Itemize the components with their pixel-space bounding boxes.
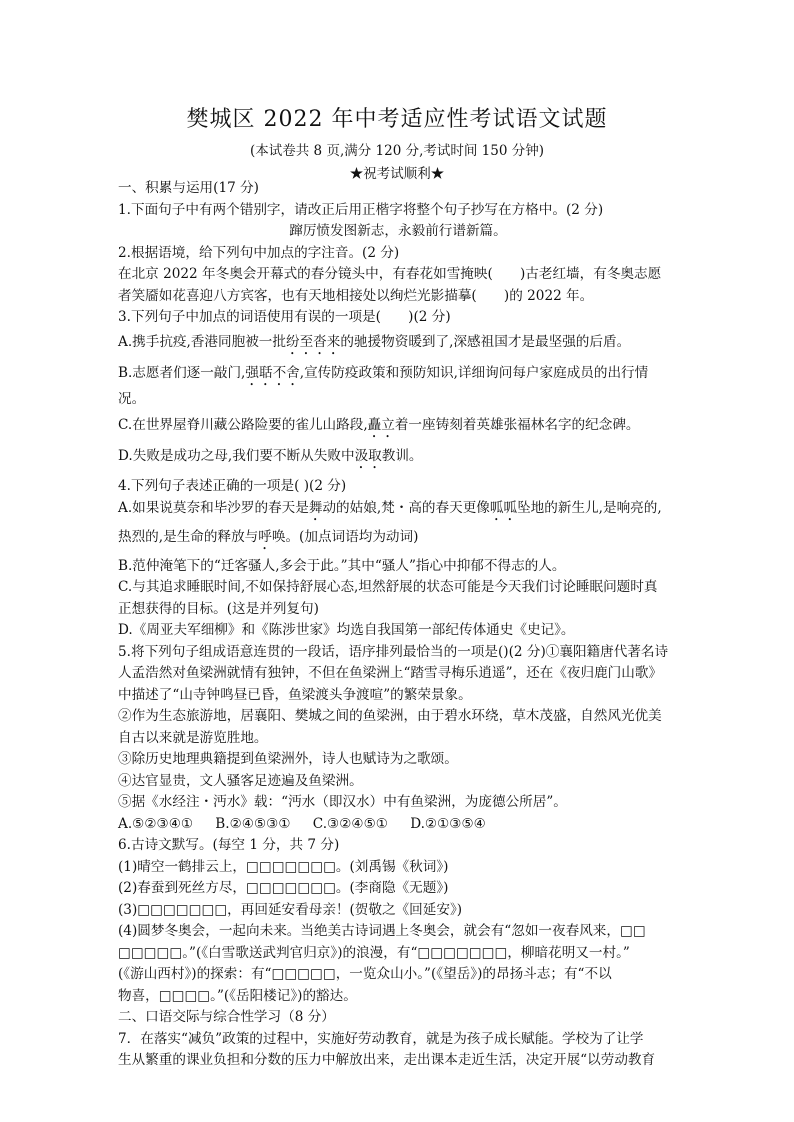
q4-option-d: D.《周亚夫军细柳》和《陈涉世家》均选自我国第一部纪传体通史《史记》。 [118, 622, 575, 638]
q6-line: (3)□□□□□□□，再回延安看母亲！(贺敬之《回延安》) [118, 901, 463, 918]
q4-option-b: B.范仲淹笔下的“迁客骚人,多会于此。”其中“骚人”指心中抑郁不得志的人。 [118, 557, 566, 574]
dotted-word: 强聒不舍 [245, 364, 300, 381]
q3-option-b-cont: 况。 [118, 390, 146, 407]
exam-subtitle: (本试卷共 8 页,满分 120 分,考试时间 150 分钟) [250, 143, 544, 159]
q5-line: ④达官显贵，文人骚客足迹遍及鱼梁洲。 [118, 772, 363, 789]
good-luck-line: ★祝考试顺利★ [349, 166, 445, 182]
question-3: 3.下列句子中加点的词语使用有误的一项是( )(2 分) [118, 309, 451, 325]
dotted-word: 纷至沓来 [286, 333, 341, 350]
question-4: 4.下列句子表述正确的一项是( )(2 分) [118, 478, 347, 494]
section-heading: 一、积累与运用(17 分) [118, 180, 259, 196]
q2-line: 者笑靥如花喜迎八方宾客，也有天地相接处以绚烂光影描摹( )的 2022 年。 [118, 287, 594, 304]
q5-options: A.⑤②③④① B.②④⑤③① C.③②④⑤① D.②①③⑤④ [118, 815, 486, 832]
dotted-word: 呼 [258, 528, 272, 545]
q3-option-b: B.志愿者们逐一敲门,强聒不舍,宣传防疫政策和预防知识,详细询问每户家庭成员的出行情 [118, 364, 649, 381]
question-1: 1.下面句子中有两个错别字，请改正后用正楷字将整个句子抄写在方格中。(2 分) [118, 201, 604, 218]
q6-line: □□□□□。”(《白雪歌送武判官归京》)的浪漫，有“□□□□□□□，柳暗花明又一村。” [118, 944, 630, 961]
q6-line: (4)圆梦冬奥会，一起向未来。当绝美古诗词遇上冬奥会，就会有“忽如一夜春风来，□□ [118, 923, 646, 939]
q5-line: 人孟浩然对鱼梁洲就情有独钟，不但在鱼梁洲上“踏雪寻梅乐逍遥”，还在《夜归鹿门山歌》 [118, 665, 663, 681]
q5-line: 中描述了“山寺钟鸣昼已昏，鱼梁渡头争渡喧”的繁荣景象。 [118, 686, 472, 703]
q3-option-a: A.携手抗疫,香港同胞被一批纷至沓来的驰援物资暖到了,深感祖国才是最坚强的后盾。 [118, 333, 631, 350]
q1-sentence: 蹿厉愤发图新志，永毅前行谱新篇。 [289, 223, 507, 239]
question-6: 6.古诗文默写。(每空 1 分，共 7 分) [118, 837, 340, 853]
q6-line: 物喜，□□□□。”(《岳阳楼记》)的豁达。 [118, 987, 357, 1004]
q6-line: (1)晴空一鹤排云上，□□□□□□□。(刘禹锡《秋词》) [118, 858, 449, 875]
q4-option-c-cont: 正想获得的目标。(这是并列复句) [118, 600, 319, 617]
section-heading: 二、口语交际与综合性学习（8 分） [118, 1009, 335, 1025]
exam-title: 樊城区 2022 年中考适应性考试语文试题 [186, 107, 608, 132]
question-7: 7．在落实“减负”政策的过程中，实施好劳动教育，就是为孩子成长赋能。学校为了让学 [118, 1030, 644, 1047]
q7-line: 生从繁重的课业负担和分数的压力中解放出来，走出课本走近生活，决定开展“以劳动教育 [118, 1052, 656, 1068]
dotted-word: 舞 [308, 499, 323, 516]
q4-option-a-cont: 热烈的,是生命的释放与呼唤。(加点词语均为动词) [118, 528, 419, 545]
q3-option-d: D.失败是成功之母,我们要不断从失败中汲取教训。 [118, 448, 423, 464]
q5-line: ③除历史地理典籍提到鱼梁洲外，诗人也赋诗为之歌颂。 [118, 751, 458, 767]
q5-line: ⑤据《水经注・沔水》载：“沔水（即汉水）中有鱼梁洲，为庞德公所居”。 [118, 794, 567, 810]
exam-content [118, 178, 678, 1072]
dotted-word: 矗立 [367, 417, 395, 433]
q6-line: (《游山西村》)的探索：有“□□□□□，一览众山小。”(《望岳》)的昂扬斗志；有“不以 [118, 966, 612, 982]
q5-line: 自古以来就是游览胜地。 [118, 729, 268, 746]
q3-option-c: C.在世界屋脊川藏公路险要的雀儿山路段,矗立着一座铸刻着英雄张福林名字的纪念碑。 [118, 417, 640, 433]
question-2: 2.根据语境，给下列句中加点的字注音。(2 分) [118, 244, 400, 261]
q4-option-a: A.如果说莫奈和毕沙罗的春天是舞动的姑娘,梵・高的春天更像呱呱坠地的新生儿,是响亮的, [118, 499, 662, 516]
q5-line: ②作为生态旅游地，居襄阳、樊城之间的鱼梁洲，由于碧水环绕，草木茂盛，自然风光优美 [118, 708, 662, 724]
question-5: 5.将下列句子组成语意连贯的一段话，语序排列最恰当的一项是()(2 分)①襄阳籍唐代著名诗 [118, 643, 669, 660]
q6-line: (2)春蚕到死丝方尽，□□□□□□□。(李商隐《无题》) [118, 880, 449, 896]
q4-option-c: C.与其追求睡眠时间,不如保持舒展心态,坦然舒展的状态可能是今天我们讨论睡眠问题时真 [118, 579, 658, 595]
dotted-word: 汲取 [354, 448, 382, 464]
q2-line: 在北京 2022 年冬奥会开幕式的春分镜头中，有春花如雪掩映( )古老红墙，有冬奥志愿 [118, 266, 662, 282]
dotted-word: 呱呱 [489, 499, 518, 516]
